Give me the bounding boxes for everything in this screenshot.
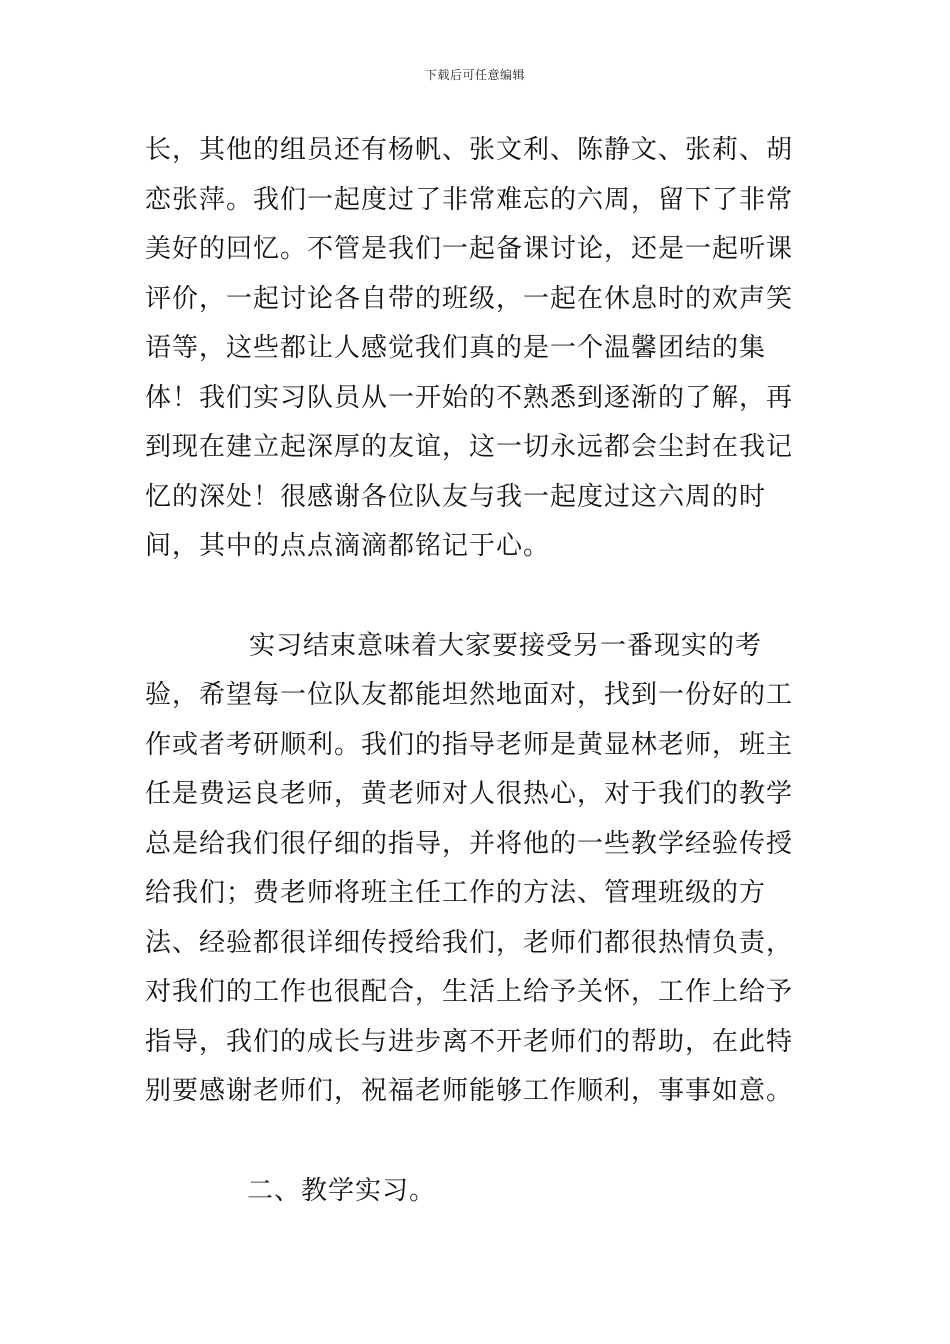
paragraph-spacer — [145, 572, 810, 622]
document-body — [145, 126, 810, 1216]
page-header-note: 下载后可任意编辑 — [424, 68, 525, 82]
paragraph-thanks-teachers: 实习结束意味着大家要接受另一番现实的考验，希望每一位队友都能坦然地面对，找到一份好的工作或者考研顺利。我们的指导老师是黄显林老师，班主任是费运良老师，黄老师对人很热心，对于我们的教学总是给我们很仔细的指导，并将他的一些教学经验传授给我们；费老师将班主任工作的方法、管理班级的方法、经验都很详细传授给我们，老师们都很热情负责，对我们的工作也很配合，生活上给予关怀，工作上给予指导，我们的成长与进步离不开老师们的帮助，在此特别要感谢老师们，祝福老师能够工作顺利，事事如意。 — [145, 630, 794, 1106]
paragraph-team-memories: 长，其他的组员还有杨帆、张文利、陈静文、张莉、胡恋张萍。我们一起度过了非常难忘的六周，留下了非常美好的回忆。不管是我们一起备课讨论，还是一起听课评价，一起讨论各自带的班级，一起在休息时的欢声笑语等，这些都让人感觉我们真的是一个温馨团结的集体！我们实习队员从一开始的不熟悉到逐渐的了解，再到现在建立起深厚的友谊，这一切永远都会尘封在我记忆的深处！很感谢各位队友与我一起度过这六周的时间，其中的点点滴滴都铭记于心。 — [145, 135, 794, 561]
paragraph-spacer — [145, 1117, 810, 1167]
section-heading-teaching-practice: 二、教学实习。 — [247, 1175, 437, 1206]
